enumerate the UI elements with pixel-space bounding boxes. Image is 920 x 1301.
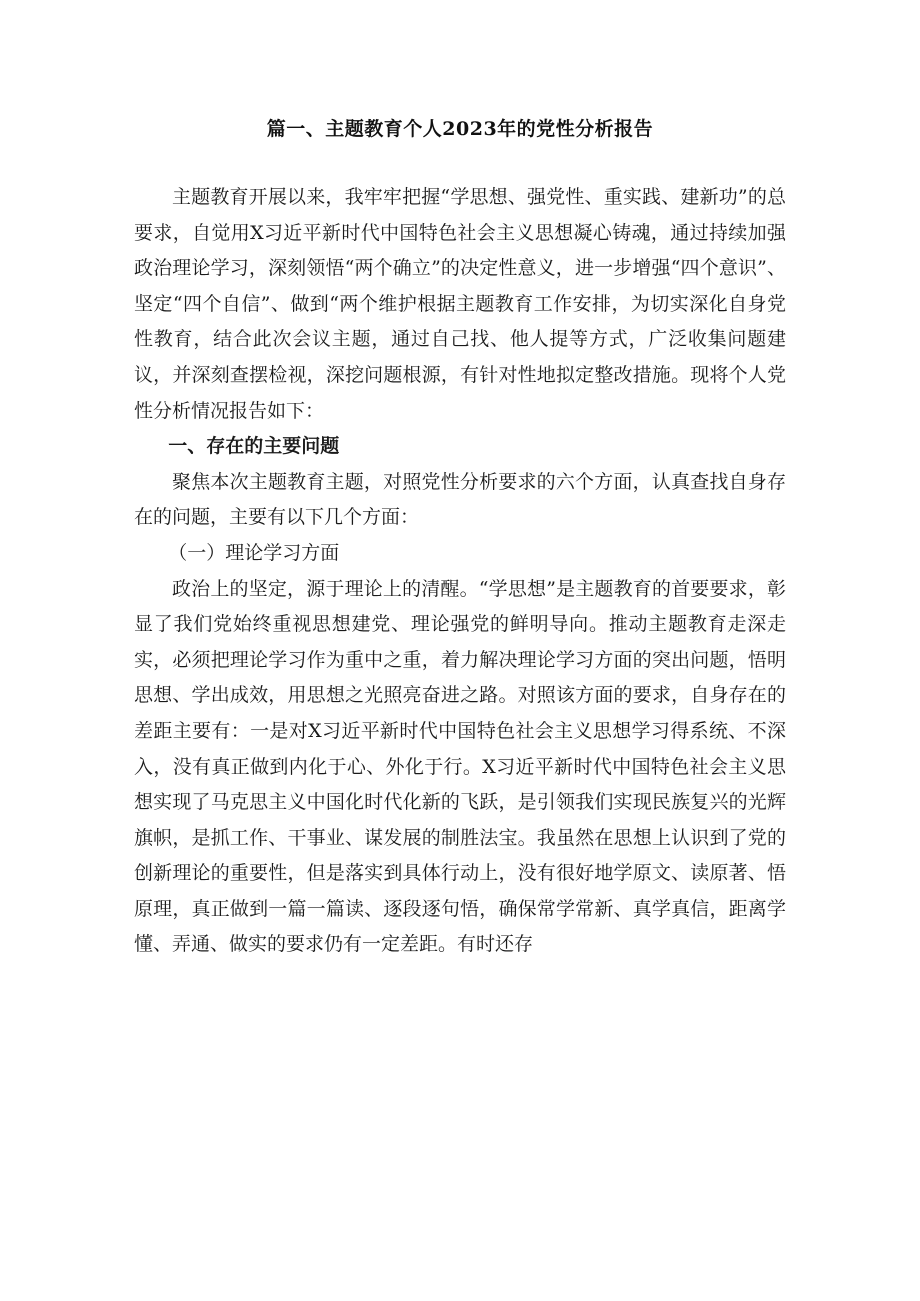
intro-paragraph: 主题教育开展以来，我牢牢把握“学思想、强党性、重实践、建新功”的总要求，自觉用X习近平新时代中国特色社会主义思想凝心铸魂，通过持续加强政治理论学习，深刻领悟“两个确立”的决定性意义，进一步增强“四个意识”、坚定“四个自信”、做到“两个维护根据主题教育工作安排，为切实深化自身党性教育，结合此次会议主题，通过自己找、他人提等方式，广泛收集问题建议，并深刻查摆检视，深挖问题根源，有针对性地拟定整改措施。现将个人党性分析情况报告如下： (134, 186, 786, 422)
section-paragraph: 聚焦本次主题教育主题，对照党性分析要求的六个方面，认真查找自身存在的问题，主要有以下几个方面： (134, 470, 786, 529)
document-title: 篇一、主题教育个人2023年的党性分析报告 (266, 118, 654, 140)
subsection-heading: （一）理论学习方面 (168, 541, 340, 564)
section-heading: 一、存在的主要问题 (168, 435, 340, 458)
theory-paragraph: 政治上的坚定，源于理论上的清醒。“学思想”是主题教育的首要要求，彰显了我们党始终重视思想建党、理论强党的鲜明导向。推动主题教育走深走实，必须把理论学习作为重中之重，着力解决理论学习方面的突出问题，悟明思想、学出成效，用思想之光照亮奋进之路。对照该方面的要求，自身存在的差距主要有：一是对X习近平新时代中国特色社会主义思想学习得系统、不深入，没有真正做到内化于心、外化于行。X习近平新时代中国特色社会主义思想实现了马克思主义中国化时代化新的飞跃，是引领我们实现民族复兴的光辉旗帜，是抓工作、干事业、谋发展的制胜法宝。我虽然在思想上认识到了党的创新理论的重要性，但是落实到具体行动上，没有很好地学原文、读原著、悟原理，真正做到一篇一篇读、逐段逐句悟，确保常学常新、真学真信，距离学懂、弄通、做实的要求仍有一定差距。有时还存 (134, 577, 786, 956)
document-body (134, 180, 786, 963)
